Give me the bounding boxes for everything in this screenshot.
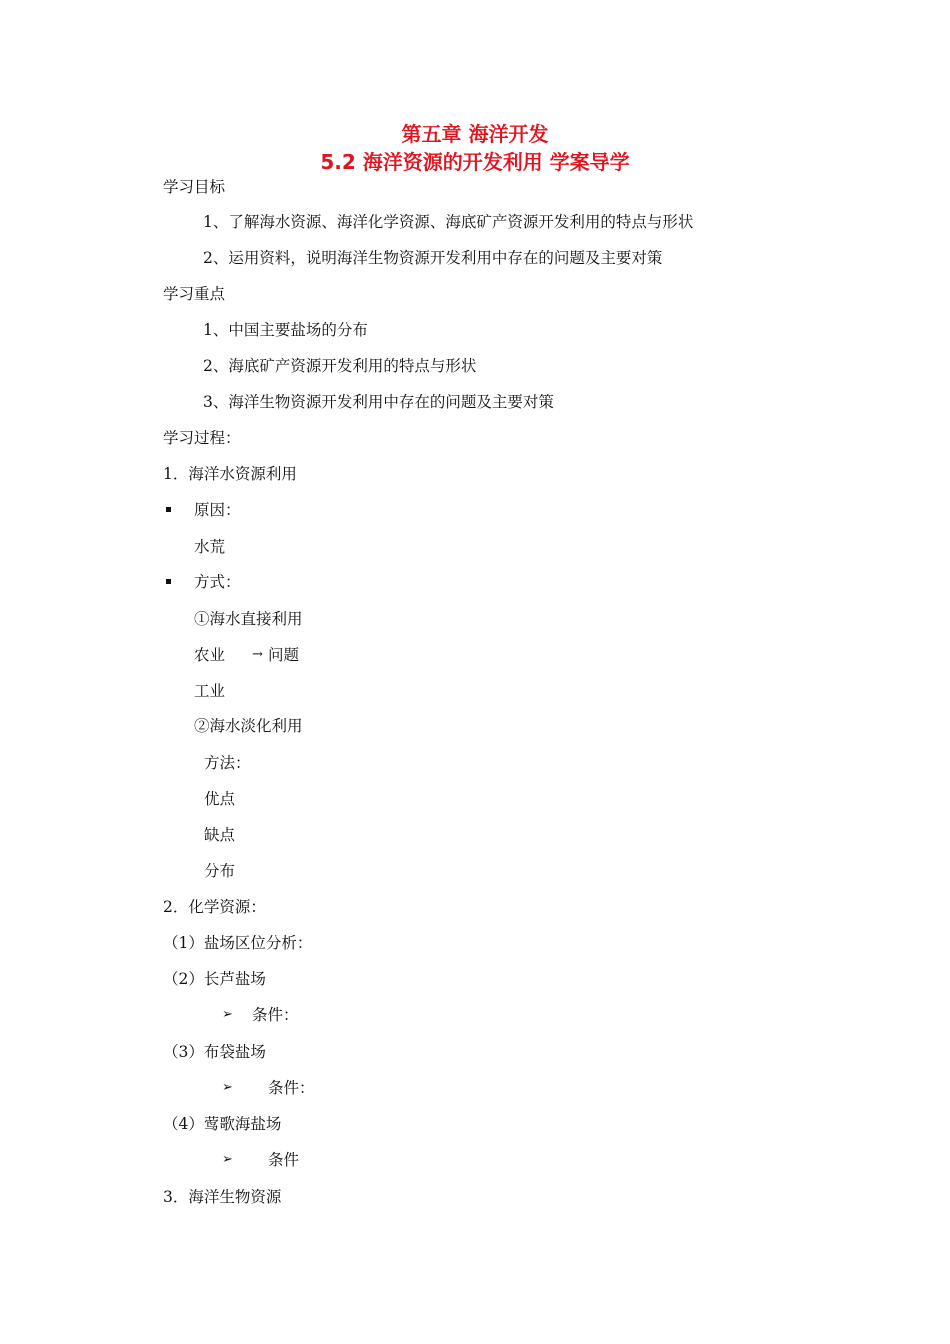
keypoint-item: 1、中国主要盐场的分布 [203, 321, 368, 339]
saltfield-item: （4）莺歌海盐场 [163, 1115, 282, 1133]
arrow-bullet-icon: ➢ [222, 1152, 233, 1167]
saltfield-item: （2）长芦盐场 [163, 970, 266, 988]
desalination-label: ②海水淡化利用 [194, 717, 303, 735]
condition-label: 条件： [252, 1006, 299, 1024]
process-heading: 学习过程： [163, 429, 241, 447]
section-title: 2．化学资源： [163, 898, 266, 916]
arrow-bullet-icon: ➢ [222, 1080, 233, 1095]
reason-label: 原因： [194, 501, 241, 519]
section-title: 1．海洋水资源利用 [163, 465, 297, 483]
agriculture-label: 农业 [194, 646, 226, 664]
industry-label: 工业 [194, 682, 226, 700]
saltfield-analysis: （1）盐场区位分析： [163, 934, 313, 952]
keypoint-item: 3、海洋生物资源开发利用中存在的问题及主要对策 [203, 393, 554, 411]
condition-label: 条件： [268, 1079, 315, 1097]
distribution-item: 分布 [204, 862, 236, 880]
objective-item: 2、运用资料，说明海洋生物资源开发利用中存在的问题及主要对策 [203, 249, 663, 267]
objective-item: 1、了解海水资源、海洋化学资源、海底矿产资源开发利用的特点与形状 [203, 213, 694, 231]
keypoint-item: 2、海底矿产资源开发利用的特点与形状 [203, 357, 477, 375]
disadvantage-item: 缺点 [204, 826, 236, 844]
problem-label: 问题 [268, 646, 300, 664]
method-item: 方法： [204, 754, 251, 772]
square-bullet-icon [166, 579, 171, 584]
method-label: 方式： [194, 573, 241, 591]
direct-use-label: ①海水直接利用 [194, 610, 303, 628]
advantage-item: 优点 [204, 790, 236, 808]
chapter-title: 第五章 海洋开发 [401, 122, 549, 146]
keypoints-heading: 学习重点 [163, 285, 226, 303]
saltfield-item: （3）布袋盐场 [163, 1043, 266, 1061]
objectives-heading: 学习目标 [163, 178, 226, 196]
square-bullet-icon [166, 507, 171, 512]
condition-label: 条件 [268, 1151, 300, 1169]
lesson-title: 5.2 海洋资源的开发利用 学案导学 [320, 150, 630, 174]
section-title: 3．海洋生物资源 [163, 1188, 282, 1206]
arrow-bullet-icon: ➢ [222, 1007, 233, 1022]
arrow-icon: → [252, 647, 263, 662]
reason-value: 水荒 [194, 538, 226, 556]
